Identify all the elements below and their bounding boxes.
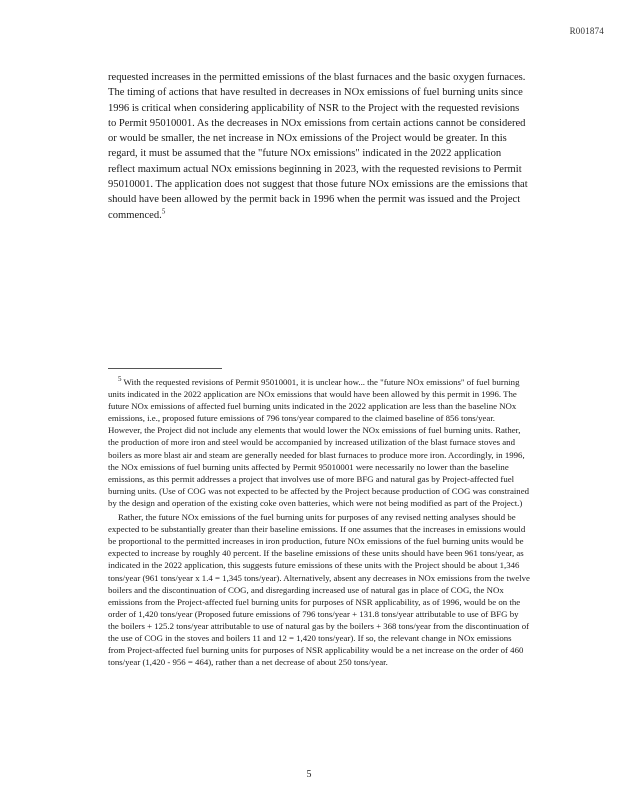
document-id: R001874: [569, 26, 604, 36]
footnotes: [108, 376, 530, 670]
footnote-text: With the requested revisions of Permit 95010001, it is unclear how... the "future NOx emissions" of fuel burning units indicated in the 2022 application are NOx emissions that would have been allowed by this permit in 1996. The future NOx emissions of affected fuel burning units indicated in the 2022 application are less than the baseline NOx emissions, i.e., proposed future emissions of 796 tons/year compared to the claimed baseline of 856 tons/year. However, the Project did not include any elements that would lower the NOx emissions of fuel burning units. Rather, the production of more iron and steel would be accompanied by increased utilization of the blast furnace stoves and boilers as more blast air and steam are generally needed for blast furnaces to produce more iron. Accordingly, in 1996, the NOx emissions of fuel burning units affected by Permit 95010001 were necessarily no lower than the baseline emissions, as this permit addresses a project that involves use of more BFG and natural gas by Project-affected fuel burning units. (Use of COG was not expected to be affected by the Project because production of COG was constrained by the design and operation of the existing coke oven batteries, which were not being modified as part of the Project.): [108, 377, 529, 508]
footnote: [108, 376, 530, 509]
footnote-continuation: [108, 511, 530, 668]
footnote-separator: [108, 368, 222, 369]
footnote-number: 5: [118, 375, 122, 384]
body-paragraph-text: requested increases in the permitted emissions of the blast furnaces and the basic oxygen furnaces. The timing of actions that have resulted in decreases in NOx emissions of fuel burning units since 1996 is critical when considering applicability of NSR to the Project with the requested revisions to Permit 95010001. As the decreases in NOx emissions from certain actions cannot be considered or would be smaller, the net increase in NOx emissions of the Project would be greater. In this regard, it must be assumed that the "future NOx emissions" indicated in the 2022 application reflect maximum actual NOx emissions beginning in 2023, with the requested revisions to Permit 95010001. The application does not suggest that those future NOx emissions are the emissions that should have been allowed by the permit back in 1996 when the permit was issued and the Project commenced.: [108, 72, 528, 221]
body-paragraph: [108, 70, 528, 223]
body-text: [108, 70, 528, 223]
page-number: 5: [306, 769, 312, 780]
footnote-reference: 5: [161, 207, 166, 216]
footnote-text: Rather, the future NOx emissions of the fuel burning units for purposes of any revised netting analyses should be expected to be substantially greater than their baseline emissions. If one assumes that the increases in emissions would be proportional to the permitted increases in iron production, future NOx emissions of the fuel burning units would be expected to increase by roughly 40 percent. If the baseline emissions of these units should have been 961 tons/year, as indicated in the 2022 application, this suggests future emissions of these units with the Project should be about 1,346 tons/year (961 tons/year x 1.4 = 1,345 tons/year). Alternatively, absent any decreases in NOx emissions from the twelve boilers and the discontinuation of COG, and disregarding increased use of natural gas in place of COG, the NOx emissions from the Project-affected fuel burning units for purposes of NSR applicability, as of 1996, would be on the order of 1,420 tons/year (Proposed future emissions of 796 tons/year + 131.8 tons/year attributable to use of BFG by the boilers + 125.2 tons/year attributable to use of natural gas by the boilers + 368 tons/year from the discontinuation of the use of COG in the stoves and boilers 11 and 12 = 1,420 tons/year). If so, the relevant change in NOx emissions from Project-affected fuel burning units for purposes of NSR applicability would be a net increase on the order of 460 tons/year (1,420 - 956 = 464), rather than a net decrease of about 250 tons/year.: [108, 512, 530, 668]
